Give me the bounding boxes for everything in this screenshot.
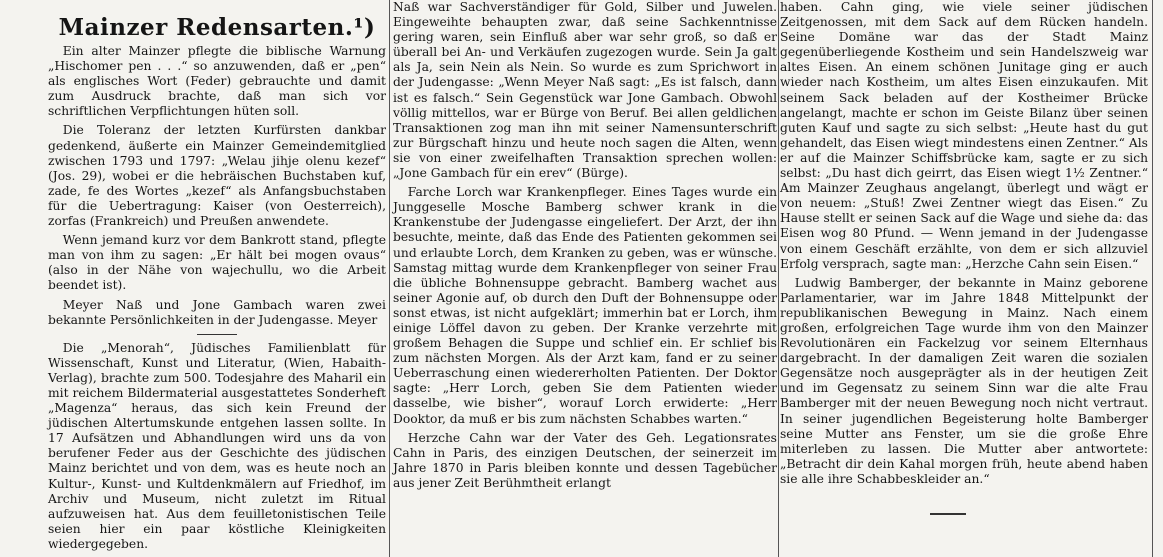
paragraph: Die „Menorah“, Jüdisches Familienblatt für Wissenschaft, Kunst und Literatur, (Wien, Habaith-Verlag), brachte zum 500. Todesjahre des Maharil ein mit reichem Bildermaterial ausgestattetes Sonderheft „Magenza“ heraus, das sich kein Freund der jüdischen Altertumskunde entgehen lassen sollte. In 17 Aufsätzen und Abhandlungen wird uns da von berufener Feder aus der Geschichte des jüdischen Mainz berichtet und von dem, was es heute noch an Kultur-, Kunst- und Kultdenkmälern auf Friedhof, im Archiv und Museum, nicht zuletzt im Ritual aufzuweisen hat. Aus dem feuilletonistischen Teile seien hier ein paar köstliche Kleinigkeiten wiedergegeben. xyxy=(48,340,386,551)
separator-line xyxy=(197,334,237,335)
paragraph: Herzche Cahn war der Vater des Geh. Legationsrates Cahn in Paris, des einzigen Deutschen, der seinerzeit im Jahre 1870 in Paris bleiben konnte und dessen Tagebücher aus jener Zeit Berühmtheit erlangt xyxy=(393,430,777,490)
column-rule xyxy=(389,0,390,557)
column-rule xyxy=(778,0,779,557)
paragraph: Die Toleranz der letzten Kurfürsten dankbar gedenkend, äußerte ein Mainzer Gemeindemitglied zwischen 1793 und 1797: „Welau jihje olenu kezef“ (Jos. 29), wobei er die hebräischen Buchstaben kuf, zade, fe des Wortes „kezef“ als Anfangsbuchstaben für die Uebertragung: Kaiser (von Oesterreich), zorfas (Frankreich) und Preußen anwendete. xyxy=(48,123,386,229)
paragraph: Naß war Sachverständiger für Gold, Silber und Juwelen. Eingeweihte behaupten zwar, daß seine Sachkenntnisse gering waren, sein Einfluß aber war sehr groß, so daß er überall bei An- und Verkäufen zugezogen wurde. Sein Ja galt als Ja, sein Nein als Nein. So wurde es zum Sprichwort in der Judengasse: „Wenn Meyer Naß sagt: „Es ist falsch, dann ist es falsch.“ Sein Gegenstück war Jone Gambach. Obwohl völlig mittellos, war er Bürge von Beruf. Bei allen geldlichen Transaktionen zog man ihn mit seiner Namensunterschrift zur Bürgschaft hinzu und heute noch sagen die Alten, wenn sie von einer zweifelhaften Transaktion sprechen wollen: „Jone Gambach für ein erev“ (Bürge). xyxy=(393,0,777,181)
paragraph: Ludwig Bamberger, der bekannte in Mainz geborene Parlamentarier, war im Jahre 1848 Mittelpunkt der republikanischen Bewegung in Mainz. Nach einem großen, erfolgreichen Tage wurde ihm von den Mainzer Revolutionären ein Fackelzug vor seinem Elternhaus dargebracht. In der damaligen Zeit waren die sozialen Gegensätze noch ausgeprägter als in der heutigen Zeit und im Gegensatz zu seinem Sinn war die alte Frau Bamberger mit der neuen Bewegung noch nicht vertraut. In seiner jugendlichen Begeisterung holte Bamberger seine Mutter ans Fenster, um sie die große Ehre miterleben zu lassen. Die Mutter aber antwortete: „Betracht dir dein Kahal morgen früh, heute abend haben sie alle ihre Schabbeskleider an.“ xyxy=(780,275,1148,486)
column-rule xyxy=(1152,0,1153,557)
column-2 xyxy=(393,0,777,491)
article-title: Mainzer Redensarten.¹) xyxy=(58,14,376,41)
column-3 xyxy=(780,0,1148,515)
paragraph: Wenn jemand kurz vor dem Bankrott stand, pflegte man von ihm zu sagen: „Er hält bei mogen ovaus“ (also in der Nähe von wajechullu, wo die Arbeit beendet ist). xyxy=(48,233,386,293)
paragraph: Ein alter Mainzer pflegte die biblische Warnung „Hischomer pen . . .“ so anzuwenden, daß er „pen“ als englisches Wort (Feder) gebrauchte und damit zum Ausdruck brachte, daß man sich vor schriftlichen Verpflichtungen hüten soll. xyxy=(48,44,386,119)
column-1 xyxy=(48,0,386,552)
paragraph: Meyer Naß und Jone Gambach waren zwei bekannte Persönlichkeiten in der Judengasse. Meyer xyxy=(48,297,386,327)
paragraph: haben. Cahn ging, wie viele seiner jüdischen Zeitgenossen, mit dem Sack auf dem Rücken handeln. Seine Domäne war das der Stadt Mainz gegenüberliegende Kostheim und sein Handelszweig war altes Eisen. An einem schönen Junitage ging er auch wieder nach Kostheim, um altes Eisen einzukaufen. Mit seinem Sack beladen auf der Kostheimer Brücke angelangt, machte er schon im Geiste Bilanz über seinen guten Kauf und sagte zu sich selbst: „Heute hast du gut gehandelt, das Eisen wiegt mindestens einen Zentner.“ Als er auf die Mainzer Schiffsbrücke kam, sagte er zu sich selbst: „Du hast dich geirrt, das Eisen wiegt 1½ Zentner.“ Am Mainzer Zeughaus angelangt, überlegt und wägt er von neuem: „Stuß! Zwei Zentner wiegt das Eisen.“ Zu Hause stellt er seinen Sack auf die Wage und siehe da: das Eisen wog 80 Pfund. — Wenn jemand in der Judengasse von einem Geschäft erzählte, von dem er sich allzuviel Erfolg versprach, sagte man: „Herzche Cahn sein Eisen.“ xyxy=(780,0,1149,271)
paragraph: Farche Lorch war Krankenpfleger. Eines Tages wurde ein Junggeselle Mosche Bamberg schwer krank in die Krankenstube der Judengasse eingeliefert. Der Arzt, der ihn besuchte, meinte, daß das Ende des Patienten gekommen sei und erlaubte Lorch, dem Kranken zu geben, was er wünsche. Samstag mittag wurde dem Krankenpfleger von seiner Frau die übliche Bohnensuppe gebracht. Bamberg wachet aus seiner Agonie auf, ob durch den Duft der Bohnensuppe oder sonst etwas, ist nicht aufgeklärt; immerhin bat er Lorch, ihm einige Löffel davon zu geben. Der Kranke verzehrte mit großem Behagen die Suppe und schlief ein. Er schlief bis zum nächsten Morgen. Als der Arzt kam, fand er zu seiner Ueberraschung einen wiedererholten Patienten. Der Doktor sagte: „Herr Lorch, geben Sie dem Patienten wieder dasselbe, wie bisher“, worauf Lorch erwiderte: „Herr Dooktor, da muß er bis zum nächsten Schabbes warten.“ xyxy=(393,185,777,426)
end-rule xyxy=(930,513,966,515)
